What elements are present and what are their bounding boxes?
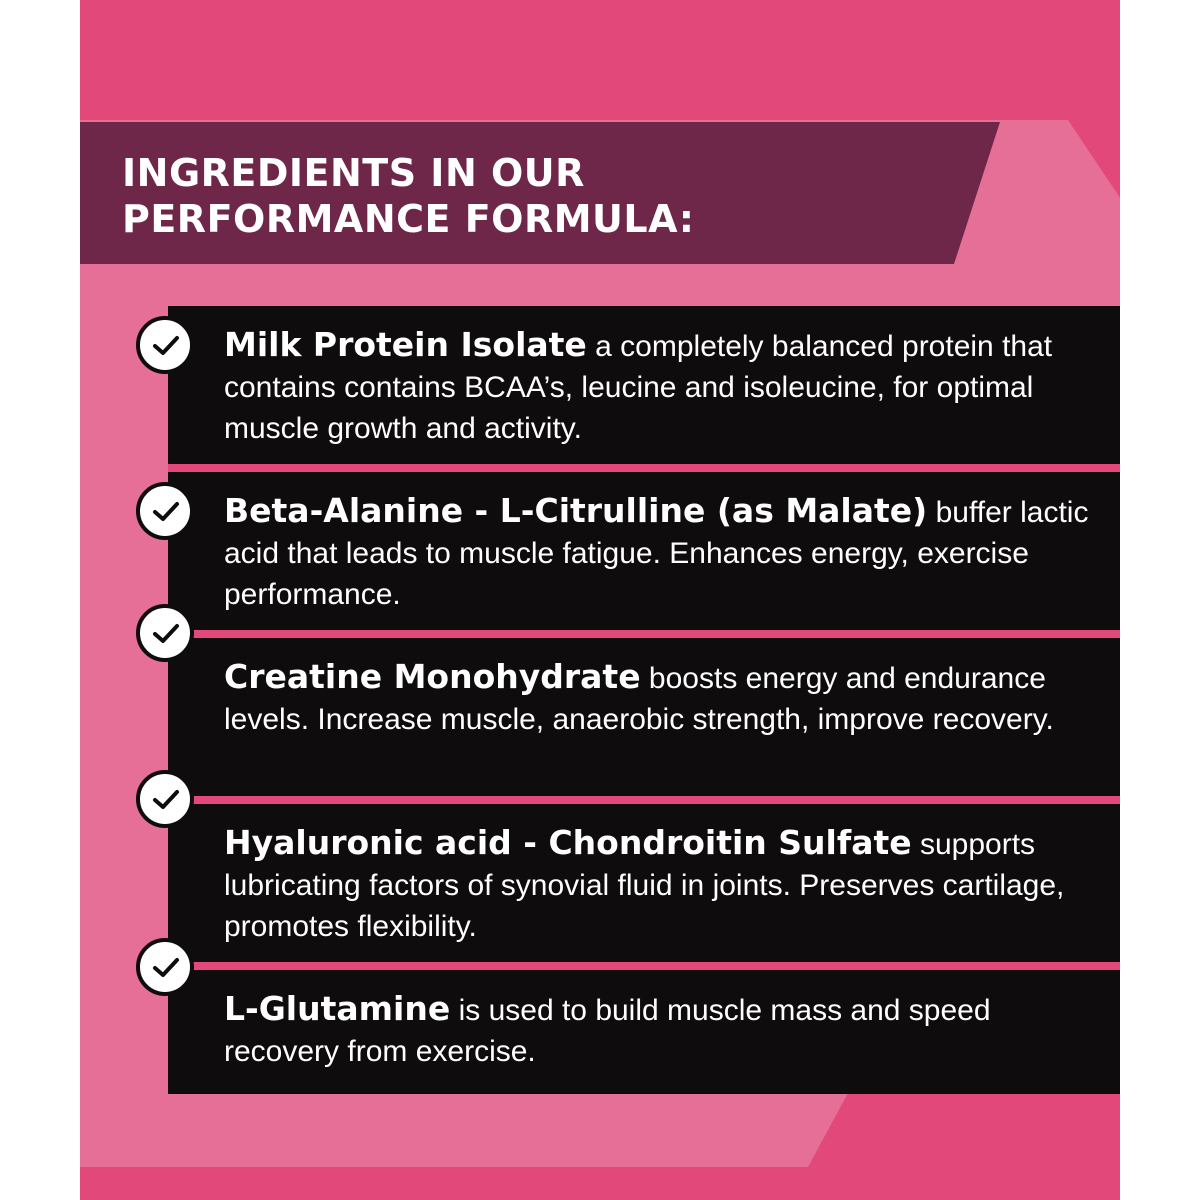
page-title xyxy=(122,150,842,242)
checkmark-glyph xyxy=(152,334,180,358)
check-icon xyxy=(136,604,194,662)
check-icon xyxy=(136,316,194,374)
check-icon xyxy=(136,938,194,996)
ingredient-description: is used to build muscle mass and speed recovery from exercise. xyxy=(224,994,991,1068)
ingredient-text xyxy=(224,822,1104,947)
ingredient-card xyxy=(168,970,1120,1094)
checkmark-glyph xyxy=(152,500,180,524)
ingredient-card xyxy=(168,472,1120,638)
checkmark-glyph xyxy=(152,956,180,980)
checkmark-glyph xyxy=(152,788,180,812)
ingredient-title: L-Glutamine xyxy=(224,989,451,1028)
ingredient-title: Milk Protein Isolate xyxy=(224,325,587,364)
ingredient-text xyxy=(224,988,1104,1072)
ingredient-text xyxy=(224,490,1104,615)
ingredient-card xyxy=(168,804,1120,970)
ingredient-description: a completely balanced protein that contains contains BCAA’s, leucine and isoleucine, for optimal muscle growth and activity. xyxy=(224,330,1053,445)
checkmark-glyph xyxy=(152,622,180,646)
check-icon xyxy=(136,482,194,540)
ingredient-text xyxy=(224,656,1104,740)
ingredient-description: buffer lactic acid that leads to muscle fatigue. Enhances energy, exercise performance. xyxy=(224,496,1089,611)
page-title-line-2: PERFORMANCE FORMULA: xyxy=(122,197,695,241)
page-title-line-1: INGREDIENTS IN OUR xyxy=(122,151,585,195)
ingredient-card xyxy=(168,638,1120,804)
ingredient-title: Beta-Alanine - L-Citrulline (as Malate) xyxy=(224,491,928,530)
ingredient-text xyxy=(224,324,1104,449)
check-icon xyxy=(136,770,194,828)
ingredient-title: Hyaluronic acid - Chondroitin Sulfate xyxy=(224,823,912,862)
ingredient-description: boosts energy and endurance levels. Increase muscle, anaerobic strength, improve recovery. xyxy=(224,662,1054,736)
ingredient-card xyxy=(168,306,1120,472)
ingredient-title: Creatine Monohydrate xyxy=(224,657,641,696)
ingredient-description: supports lubricating factors of synovial fluid in joints. Preserves cartilage, promotes flexibility. xyxy=(224,828,1065,943)
